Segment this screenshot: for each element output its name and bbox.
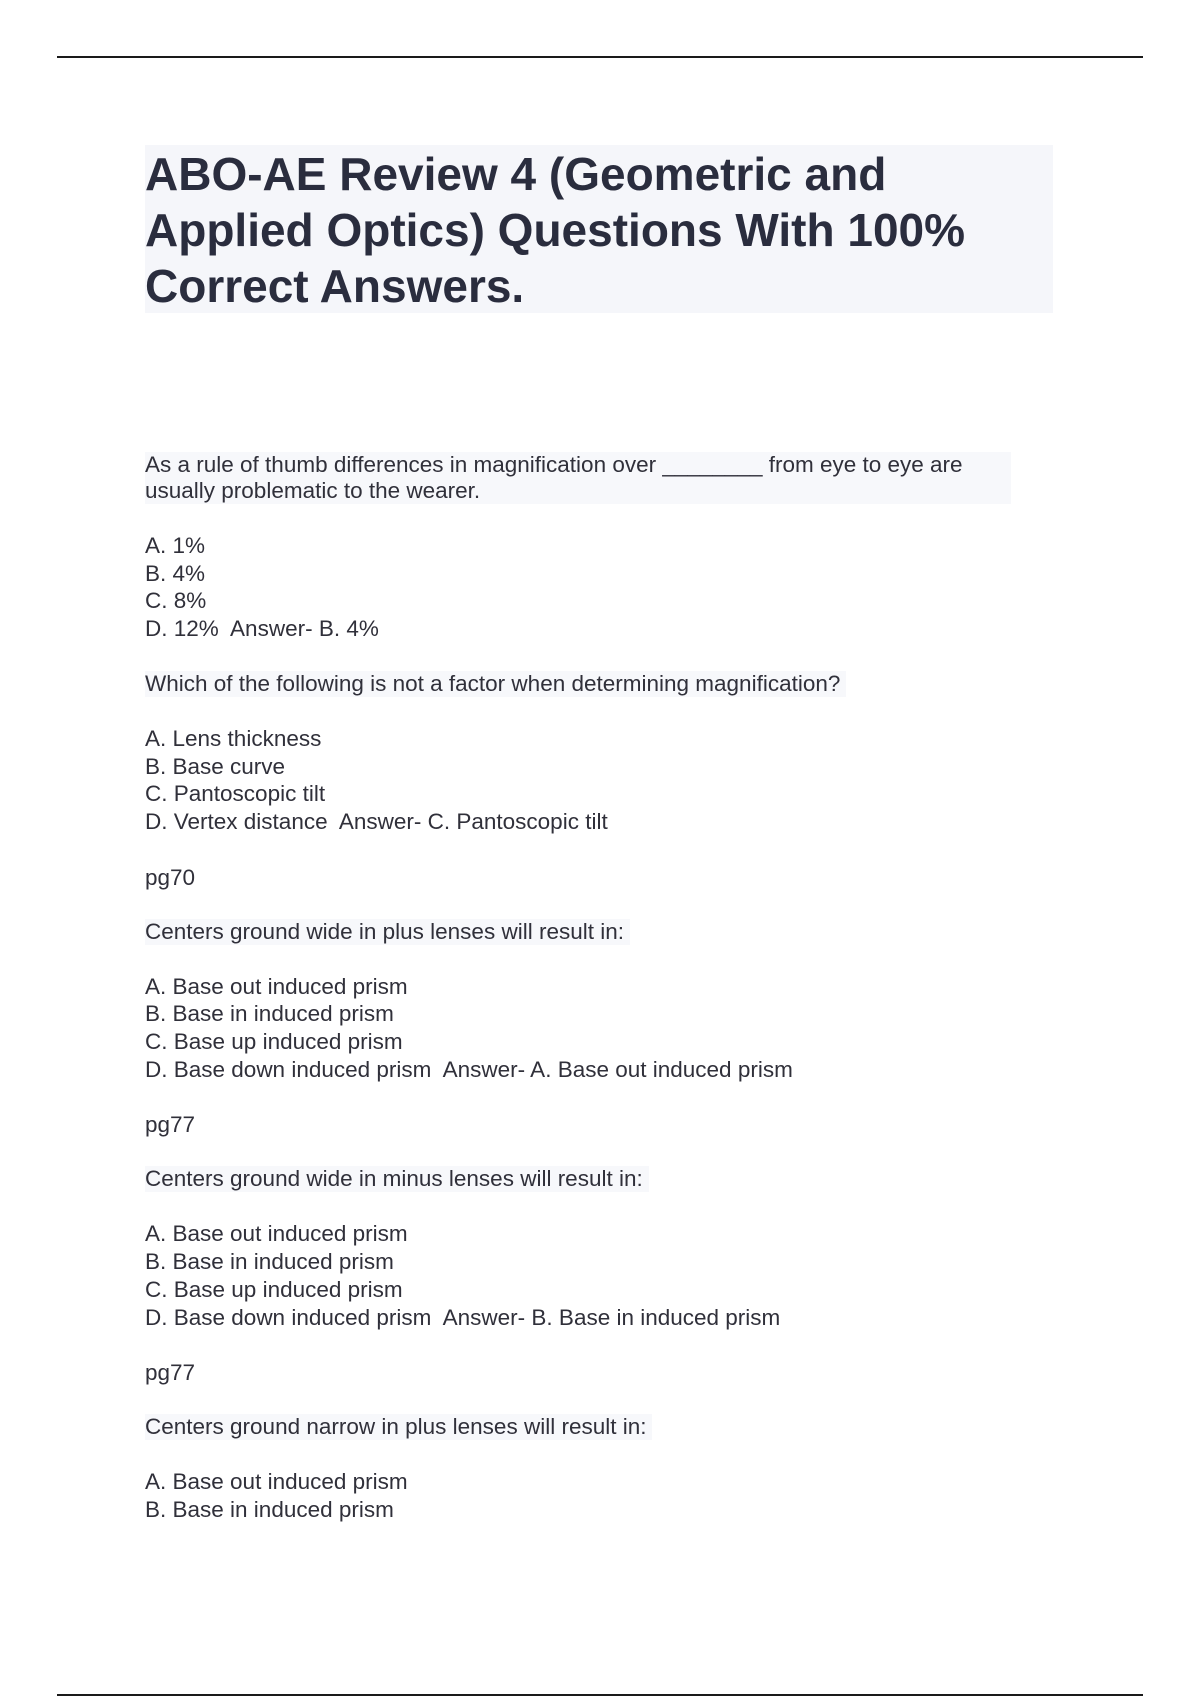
question-block-3 [145, 919, 1045, 1140]
option-list [145, 973, 1045, 1084]
page-reference: pg77 [145, 1360, 196, 1386]
document-title: ABO-AE Review 4 (Geometric and Applied Optics) Questions With 100% Correct Answers. [145, 148, 966, 312]
question-block-1 [145, 452, 1045, 643]
option-item: B. Base curve [145, 753, 286, 779]
option-item: B. 4% [145, 560, 206, 586]
option-list [145, 532, 1045, 643]
bottom-rule [57, 1694, 1143, 1696]
option-item: A. Base out induced prism [145, 973, 408, 999]
top-rule [57, 56, 1143, 58]
page-reference: pg70 [145, 864, 196, 890]
option-item: A. Base out induced prism [145, 1469, 408, 1495]
option-answer-item: D. Vertex distance Answer- C. Pantoscopic tilt [145, 808, 608, 834]
option-item: B. Base in induced prism [145, 1496, 394, 1522]
option-item: A. Base out induced prism [145, 1221, 408, 1247]
question-text: Centers ground narrow in plus lenses will result in: [145, 1414, 652, 1440]
option-item: C. 8% [145, 588, 207, 614]
option-item: A. Lens thickness [145, 725, 322, 751]
question-block-2 [145, 671, 1045, 892]
option-item: C. Base up induced prism [145, 1276, 403, 1302]
option-item: B. Base in induced prism [145, 1249, 394, 1275]
document-body [145, 452, 1045, 1524]
option-answer-item: D. Base down induced prism Answer- A. Base out induced prism [145, 1056, 793, 1082]
option-list [145, 1468, 1045, 1523]
option-answer-item: D. 12% Answer- B. 4% [145, 616, 379, 642]
question-text: As a rule of thumb differences in magnification over ________ from eye to eye are usually problematic to the wearer. [145, 452, 1011, 504]
question-block-5 [145, 1414, 1045, 1523]
question-block-4 [145, 1166, 1045, 1387]
question-text: Centers ground wide in minus lenses will result in: [145, 1166, 649, 1192]
option-item: C. Base up induced prism [145, 1029, 403, 1055]
question-text: Centers ground wide in plus lenses will result in: [145, 919, 630, 945]
option-answer-item: D. Base down induced prism Answer- B. Base in induced prism [145, 1304, 781, 1330]
option-item: C. Pantoscopic tilt [145, 781, 326, 807]
option-list [145, 725, 1045, 836]
option-item: A. 1% [145, 533, 206, 558]
page-reference: pg77 [145, 1112, 196, 1138]
option-item: B. Base in induced prism [145, 1001, 394, 1027]
question-text: Which of the following is not a factor when determining magnification? [145, 671, 846, 697]
option-list [145, 1220, 1045, 1331]
